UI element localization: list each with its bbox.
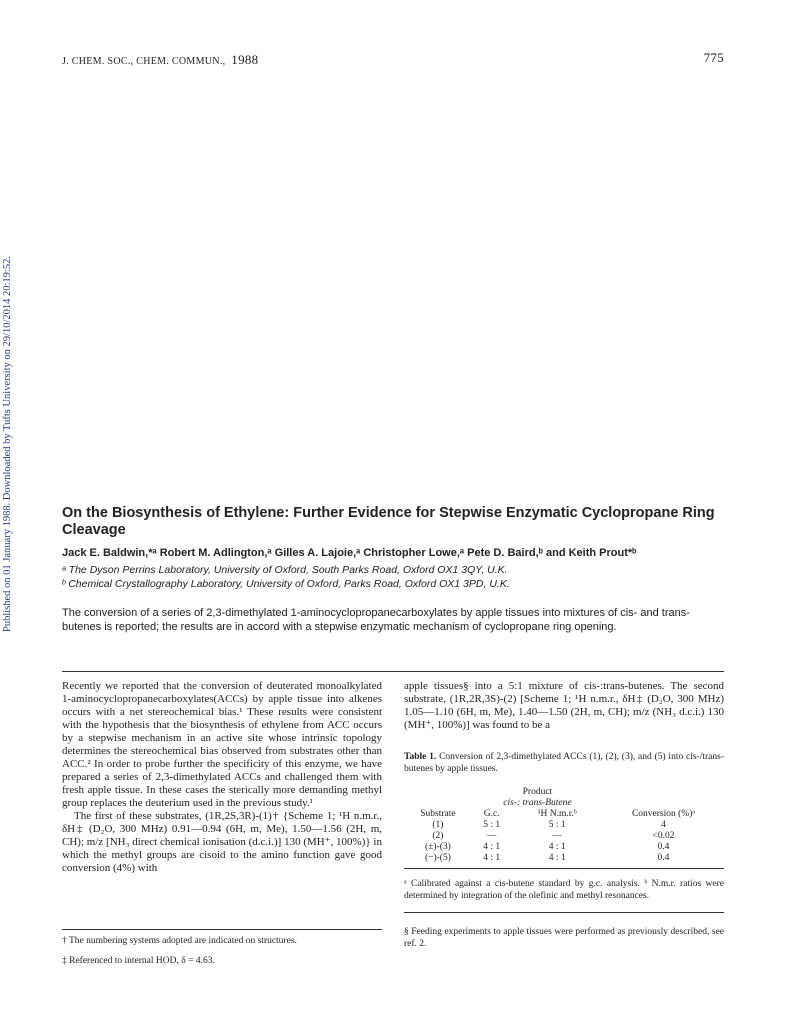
table-notes: ᵃ Calibrated against a cis-butene standard by g.c. analysis. ᵇ N.m.r. ratios were determined by integration of the olefinic and methyl resonances. [404, 879, 724, 901]
table-cell: 5 : 1 [548, 820, 566, 830]
table-header: G.c. [483, 809, 500, 819]
download-watermark-text: Published on 01 January 1988. Downloaded by Tufts University on 29/10/2014 20:19:52. [2, 256, 13, 632]
body-paragraph: apple tissues§ into a 5:1 mixture of cis-:trans-butenes. The second substrate, (1R,2R,3S)-(2) [Scheme 1; ¹H n.m.r., δH‡ (D₂O, 300 MHz) 1.05—1.10 (6H, m, Me), 1.40—1.50 (2H, m, CH); m/z (NH₃ d.c.i.) 130 (MH⁺, 100%)] was found to be a [404, 680, 724, 731]
abstract-divider [62, 671, 724, 672]
table-cell: — [486, 831, 497, 841]
table-cell: 4 : 1 [548, 853, 566, 863]
article-title: On the Biosynthesis of Ethylene: Further Evidence for Stepwise Enzymatic Cyclopropane Ring Cleavage [62, 505, 715, 538]
table-header: Substrate [420, 809, 456, 819]
table-cell: (−)-(5) [424, 853, 451, 863]
table-cell: 4 : 1 [483, 853, 501, 863]
table-cell: (±)-(3) [425, 842, 451, 852]
page-number: 775 [703, 50, 724, 65]
table-cell: <0.02 [652, 831, 675, 841]
table-label: Table 1. [404, 752, 437, 762]
table-cell: — [552, 831, 562, 841]
table-row [404, 820, 724, 831]
table-row [404, 831, 724, 842]
table-header: Conversion (%)ᵃ [631, 809, 695, 819]
table-subgroup-header: cis-: trans-Butene [503, 798, 572, 808]
footnote: § Feeding experiments to apple tissues were performed as previously described, see ref. 2. [404, 927, 724, 949]
table-caption-text: Conversion of 2,3-dimethylated ACCs (1), (2), (3), and (5) into cis-/trans-butenes by apple tissues. [404, 752, 724, 774]
table-cell: 0.4 [657, 842, 670, 852]
footnote: † The numbering systems adopted are indicated on structures. [62, 936, 297, 946]
body-paragraph: The first of these substrates, (1R,2S,3R)-(1)† {Scheme 1; ¹H n.m.r., δH‡ (D₂O, 300 MHz) 0.91—0.94 (6H, m, Me), 1.50—1.56 (2H, m, CH); m/z [NH₃ direct chemical ionisation (d.c.i.)] 130 (MH⁺, 100%)} in which the methyl groups are cisoid to the amino function gave good conversion (4%) with [62, 810, 382, 874]
table-cell: 4 [661, 820, 666, 830]
results-table [404, 787, 724, 864]
table-bottom-rule [404, 868, 724, 869]
running-head [62, 52, 724, 68]
table-group-header: Product [522, 787, 553, 797]
table-cell: (1) [432, 820, 444, 830]
table-row [404, 853, 724, 864]
footnote: ‡ Referenced to internal HOD, δ = 4.63. [62, 956, 215, 966]
journal-year: 1988 [231, 52, 259, 67]
affiliation-b: ᵇ Chemical Crystallography Laboratory, University of Oxford, Parks Road, Oxford OX1 3PD, U.K. [62, 578, 510, 590]
footnote-divider [62, 929, 382, 930]
table-row [404, 842, 724, 853]
download-watermark [2, 212, 16, 632]
table-cell: 4 : 1 [548, 842, 566, 852]
table-cell: 0.4 [657, 853, 670, 863]
journal-name: J. CHEM. SOC., CHEM. COMMUN., [62, 56, 226, 67]
author-list: Jack E. Baldwin,*ᵃ Robert M. Adlington,ᵃ Gilles A. Lajoie,ᵃ Christopher Lowe,ᵃ Pete D. Baird,ᵇ and Keith Prout*ᵇ [62, 547, 637, 559]
affiliation-a: ᵃ The Dyson Perrins Laboratory, University of Oxford, South Parks Road, Oxford OX1 3QY, U.K. [62, 564, 508, 576]
table-cell: 4 : 1 [483, 842, 501, 852]
footnote-divider [404, 912, 724, 913]
table-cell: 5 : 1 [483, 820, 501, 830]
left-footnotes [62, 935, 382, 975]
right-column [404, 680, 724, 950]
table-cell: (2) [432, 831, 444, 841]
body-paragraph: Recently we reported that the conversion of deuterated monoalkylated 1-aminocyclopropanecarboxylates(ACCs) by apple tissue into alkenes occurs with a net stereochemical bias.¹ These results were consistent with the hypothesis that the biosynthesis of ethylene from ACC occurs by a stepwise mechanism in an active site whose intrinsic topology determines the stereochemical bias observed from substrates other than ACC.² In order to probe further the specificity of this enzyme, we have prepared a series of 2,3-dimethylated ACCs and challenged them with fresh apple tissue. In these cases the sterically more demanding methyl group replaces the deuterium used in the previous study.¹ [62, 680, 382, 809]
table-header: ¹H N.m.r.ᵇ [537, 809, 577, 819]
table-caption [404, 752, 724, 775]
article-header [62, 505, 724, 634]
abstract: The conversion of a series of 2,3-dimethylated 1-aminocyclopropanecarboxylates by apple tissues into mixtures of cis- and trans-butenes is reported; the results are in accord with a stepwise enzymatic mechanism of cyclopropane ring opening. [62, 607, 690, 633]
left-column [62, 680, 382, 875]
